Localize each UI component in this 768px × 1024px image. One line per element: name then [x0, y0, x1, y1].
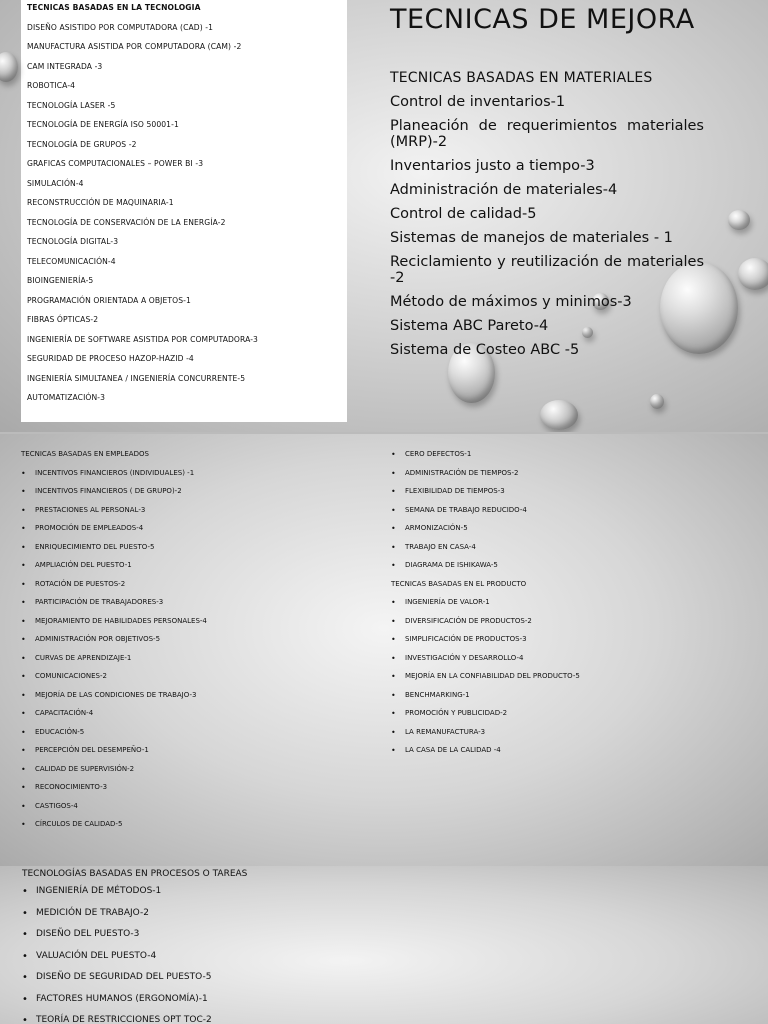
materials-item: Planeación de requerimientos materiales (MRP)-2 [390, 118, 704, 150]
employees-list [21, 450, 207, 839]
technology-item: ROBOTICA-4 [27, 81, 76, 90]
process-item: • MEDICIÓN DE TRABAJO-2 [22, 908, 247, 930]
slide-employees-product [0, 434, 768, 866]
product-heading: TECNICAS BASADAS EN EL PRODUCTO [391, 579, 527, 588]
process-item: • VALUACIÓN DEL PUESTO-4 [22, 951, 247, 973]
employees-item: • CALIDAD DE SUPERVISIÓN-2 [21, 765, 207, 784]
product-item: • LA REMANUFACTURA-3 [391, 728, 580, 747]
technology-item: MANUFACTURA ASISTIDA POR COMPUTADORA (CAM) -2 [27, 42, 242, 51]
product-item: • INGENIERÍA DE VALOR-1 [391, 598, 580, 617]
technology-item: TECNOLOGÍA DE ENERGÍA ISO 50001-1 [27, 120, 179, 129]
technology-item: BIOINGENIERÍA-5 [27, 276, 94, 285]
employees-item: • PROMOCIÓN DE EMPLEADOS-4 [21, 524, 207, 543]
technology-item: GRAFICAS COMPUTACIONALES – POWER BI -3 [27, 159, 204, 168]
technology-item: CAM INTEGRADA -3 [27, 61, 103, 71]
employees-item: • MEJORÍA DE LAS CONDICIONES DE TRABAJO-3 [21, 691, 207, 710]
water-drop-decoration [540, 400, 578, 430]
employees-item: • CERO DEFECTOS-1 [391, 450, 580, 469]
employees-item: • FLEXIBILIDAD DE TIEMPOS-3 [391, 487, 580, 506]
water-drop-decoration [650, 394, 664, 409]
process-item: • INGENIERÍA DE MÉTODOS-1 [22, 886, 247, 908]
slide-process [0, 866, 768, 1024]
materials-item: Control de calidad-5 [390, 206, 537, 222]
technology-item: DISEÑO ASISTIDO POR COMPUTADORA (CAD) -1 [27, 22, 214, 32]
technology-item: INGENIERÍA DE SOFTWARE ASISTIDA POR COMPUTADORA-3 [27, 334, 258, 344]
employees-item: • AMPLIACIÓN DEL PUESTO-1 [21, 561, 207, 580]
employees-item: • ARMONIZACIÓN-5 [391, 524, 580, 543]
technology-item: TECNOLOGÍA DE GRUPOS -2 [27, 139, 137, 149]
employees-item: • MEJORAMIENTO DE HABILIDADES PERSONALES-4 [21, 617, 207, 636]
employees-item: • ADMINISTRACIÓN DE TIEMPOS-2 [391, 469, 580, 488]
employees-item: • PARTICIPACIÓN DE TRABAJADORES-3 [21, 598, 207, 617]
employees-item: • SEMANA DE TRABAJO REDUCIDO-4 [391, 506, 580, 525]
employees-heading: TECNICAS BASADAS EN EMPLEADOS [21, 450, 149, 458]
product-item: • INVESTIGACIÓN Y DESARROLLO-4 [391, 654, 580, 673]
employees-item: • CASTIGOS-4 [21, 802, 207, 821]
process-list [22, 869, 247, 1024]
technology-item: FIBRAS ÓPTICAS-2 [27, 315, 99, 324]
process-item: • DISEÑO DEL PUESTO-3 [22, 929, 247, 951]
materials-item: Inventarios justo a tiempo-3 [390, 158, 595, 174]
employees-item: • EDUCACIÓN-5 [21, 728, 207, 747]
technology-item: SEGURIDAD DE PROCESO HAZOP-HAZID -4 [27, 354, 194, 363]
technology-item: INGENIERÍA SIMULTANEA / INGENIERÍA CONCURRENTE-5 [27, 373, 246, 383]
technology-item: TECNOLOGÍA LASER -5 [27, 100, 116, 110]
employees-item: • CÍRCULOS DE CALIDAD-5 [21, 820, 207, 839]
technology-item: RECONSTRUCCIÓN DE MAQUINARIA-1 [27, 198, 174, 207]
employees-product-list [391, 450, 580, 765]
technology-panel [21, 0, 347, 422]
product-item: • PROMOCIÓN Y PUBLICIDAD-2 [391, 709, 580, 728]
employees-item: • CAPACITACIÓN-4 [21, 709, 207, 728]
employees-item: • TRABAJO EN CASA-4 [391, 543, 580, 562]
process-item: • TEORÍA DE RESTRICCIONES OPT TOC-2 [22, 1015, 247, 1024]
product-item: • MEJORÍA EN LA CONFIABILIDAD DEL PRODUCTO-5 [391, 672, 580, 691]
employees-item: • RECONOCIMIENTO-3 [21, 783, 207, 802]
product-item: • LA CASA DE LA CALIDAD -4 [391, 746, 580, 765]
technology-item: PROGRAMACIÓN ORIENTADA A OBJETOS-1 [27, 295, 191, 305]
technology-list [21, 0, 347, 413]
employees-item: • DIAGRAMA DE ISHIKAWA-5 [391, 561, 580, 580]
employees-item: • COMUNICACIONES-2 [21, 672, 207, 691]
product-item: • BENCHMARKING-1 [391, 691, 580, 710]
employees-item: • ADMINISTRACIÓN POR OBJETIVOS-5 [21, 635, 207, 654]
water-drop-decoration [0, 52, 18, 82]
technology-heading: TECNICAS BASADAS EN LA TECNOLOGIA [27, 3, 201, 12]
process-item: • DISEÑO DE SEGURIDAD DEL PUESTO-5 [22, 972, 247, 994]
slide-tecnicas-de-mejora [0, 0, 768, 432]
technology-item: TECNOLOGÍA DIGITAL-3 [27, 237, 119, 246]
materials-heading: TECNICAS BASADAS EN MATERIALES [390, 70, 653, 86]
materials-item: Sistemas de manejos de materiales - 1 [390, 230, 673, 246]
technology-item: TECNOLOGÍA DE CONSERVACIÓN DE LA ENERGÍA-2 [27, 217, 226, 227]
product-item: • DIVERSIFICACIÓN DE PRODUCTOS-2 [391, 617, 580, 636]
employees-item: • INCENTIVOS FINANCIEROS ( DE GRUPO)-2 [21, 487, 207, 506]
employees-item: • INCENTIVOS FINANCIEROS (INDIVIDUALES) -1 [21, 469, 207, 488]
employees-item: • ROTACIÓN DE PUESTOS-2 [21, 580, 207, 599]
technology-item: SIMULACIÓN-4 [27, 178, 84, 188]
process-item: • FACTORES HUMANOS (ERGONOMÍA)-1 [22, 994, 247, 1016]
process-heading: TECNOLOGÍAS BASADAS EN PROCESOS O TAREAS [22, 869, 248, 879]
employees-item: • ENRIQUECIMIENTO DEL PUESTO-5 [21, 543, 207, 562]
water-drop-decoration [728, 210, 750, 230]
materials-item: Método de máximos y minimos-3 [390, 294, 632, 310]
materials-item: Reciclamiento y reutilización de materiales -2 [390, 254, 704, 286]
materials-item: Administración de materiales-4 [390, 182, 618, 198]
product-item: • SIMPLIFICACIÓN DE PRODUCTOS-3 [391, 635, 580, 654]
employees-item: • CURVAS DE APRENDIZAJE-1 [21, 654, 207, 673]
materials-item: Sistema de Costeo ABC -5 [390, 342, 580, 358]
materials-list [390, 94, 704, 366]
materials-item: Sistema ABC Pareto-4 [390, 318, 549, 334]
page-title: TECNICAS DE MEJORA [390, 4, 695, 35]
water-drop-decoration [738, 258, 768, 290]
materials-item: Control de inventarios-1 [390, 94, 566, 110]
technology-item: AUTOMATIZACIÓN-3 [27, 393, 106, 402]
employees-item: • PERCEPCIÓN DEL DESEMPEÑO-1 [21, 746, 207, 765]
technology-item: TELECOMUNICACIÓN-4 [27, 256, 116, 266]
employees-item: • PRESTACIONES AL PERSONAL-3 [21, 506, 207, 525]
